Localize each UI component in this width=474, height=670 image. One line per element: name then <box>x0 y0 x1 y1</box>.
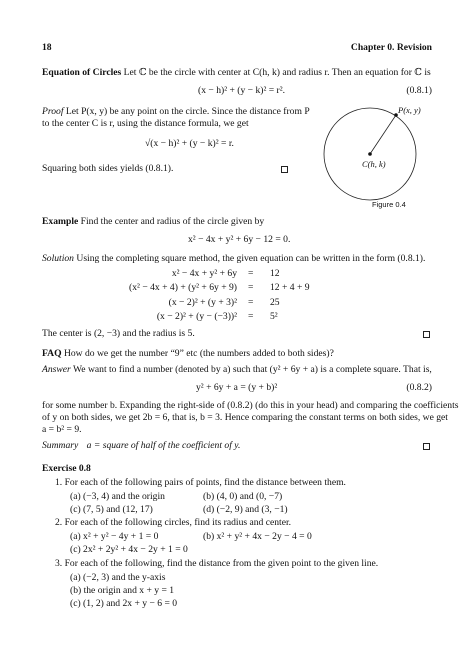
example-heading: Example <box>42 216 79 227</box>
faq-line <box>42 348 334 360</box>
q1-item-a: (a) (−3, 4) and the origin <box>70 491 165 502</box>
faq-line-1: for some number b. Expanding the right-side of (0.8.2) (do this in your head) and comparing the coefficients <box>42 400 459 411</box>
label-c: C(h, k) <box>362 159 386 169</box>
circle-equation: (x − h)² + (y − k)² = r². <box>198 85 286 96</box>
proof-line-1 <box>42 106 310 118</box>
q2-item-c: (c) 2x² + 2y² + 4x − 2y + 1 = 0 <box>70 544 188 555</box>
q2-item-b: (b) x² + y² + 4x − 2y − 4 = 0 <box>203 531 312 542</box>
proof-equation: √(x − h)² + (y − k)² = r. <box>145 138 234 149</box>
exercise-q2: 2. For each of the following circles, find its radius and center. <box>55 517 292 528</box>
qed-box <box>281 166 288 173</box>
circles-intro-line <box>42 67 431 79</box>
example-text: Find the center and radius of the circle given by <box>80 216 265 227</box>
step-2-eq: = <box>248 282 254 293</box>
qed-box <box>423 331 430 338</box>
label-p: P(x, y) <box>398 105 421 115</box>
q1-item-b: (b) (4, 0) and (0, −7) <box>203 491 283 502</box>
answer-text: We want to find a number (denoted by a) such that (y² + 6y + a) is a complete square. That is, <box>73 364 432 375</box>
chapter-title: Chapter 0. Revision <box>350 42 432 53</box>
exercise-q3: 3. For each of the following, find the distance from the given point to the given line. <box>55 558 379 569</box>
faq-equation: y² + 6y + a = (y + b)² <box>196 382 278 393</box>
radius-line <box>370 115 396 154</box>
faq-line-2: of y on both sides, we get 2b = 6, that is, b = 3. Hence comparing the constant terms on both sides, we get <box>42 412 448 423</box>
step-4-eq: = <box>248 311 254 322</box>
faq-line-3: a = b² = 9. <box>42 424 82 435</box>
center-point <box>368 152 372 156</box>
step-1-rhs: 12 <box>270 268 280 279</box>
step-2-rhs: 12 + 4 + 9 <box>270 282 310 293</box>
q3-item-a: (a) (−2, 3) and the y-axis <box>70 572 166 583</box>
summary-text: a = square of half of the coefficient of y. <box>86 440 241 451</box>
example-conclusion: The center is (2, −3) and the radius is 5. <box>42 328 195 339</box>
exercise-q1: 1. For each of the following pairs of points, find the distance between them. <box>55 477 346 488</box>
q3-item-b: (b) the origin and x + y = 1 <box>70 585 175 596</box>
solution-text: Using the completing square method, the given equation can be written in the form (0.8.1). <box>76 253 426 264</box>
figure-caption: Figure 0.4 <box>372 200 406 209</box>
example-line <box>42 216 264 228</box>
step-1-eq: = <box>248 268 254 279</box>
q1-item-c: (c) (7, 5) and (12, 17) <box>70 504 153 515</box>
proof-text-1: Let P(x, y) be any point on the circle. Since the distance from P <box>65 106 310 117</box>
step-3-rhs: 25 <box>270 297 280 308</box>
page-number: 18 <box>42 42 52 53</box>
faq-heading: FAQ <box>42 348 62 359</box>
qed-box <box>423 443 430 450</box>
circles-heading: Equation of Circles <box>42 67 122 78</box>
exercise-heading: Exercise 0.8 <box>42 463 91 474</box>
q3-item-c: (c) (1, 2) and 2x + y − 6 = 0 <box>70 598 178 609</box>
answer-label: Answer <box>42 364 71 375</box>
step-4-rhs: 5² <box>270 311 278 322</box>
summary-label: Summary <box>42 440 79 451</box>
eq-number-081: (0.8.1) <box>406 85 432 96</box>
faq-question: How do we get the number “9” etc (the numbers added to both sides)? <box>63 348 334 359</box>
step-2-lhs: (x² − 4x + 4) + (y² + 6y + 9) <box>129 282 237 293</box>
example-equation: x² − 4x + y² + 6y − 12 = 0. <box>188 234 291 245</box>
circles-intro: Let ℂ be the circle with center at C(h, k) and radius r. Then an equation for ℂ is <box>123 67 431 78</box>
step-3-eq: = <box>248 297 254 308</box>
proof-label: Proof <box>42 106 64 117</box>
step-1-lhs: x² − 4x + y² + 6y <box>171 268 237 279</box>
step-4-lhs: (x − 2)² + (y − (−3))² <box>156 311 237 322</box>
q2-item-a: (a) x² + y² − 4y + 1 = 0 <box>70 531 159 542</box>
answer-line <box>42 364 432 376</box>
q1-item-d: (d) (−2, 9) and (3, −1) <box>203 504 288 515</box>
summary-line <box>42 440 240 452</box>
proof-line-2: to the center C is r, using the distance formula, we get <box>42 118 249 129</box>
eq-number-082: (0.8.2) <box>406 382 432 393</box>
solution-label: Solution <box>42 253 74 264</box>
proof-end: Squaring both sides yields (0.8.1). <box>42 163 174 174</box>
step-3-lhs: (x − 2)² + (y + 3)² <box>168 297 237 308</box>
solution-line <box>42 253 425 265</box>
